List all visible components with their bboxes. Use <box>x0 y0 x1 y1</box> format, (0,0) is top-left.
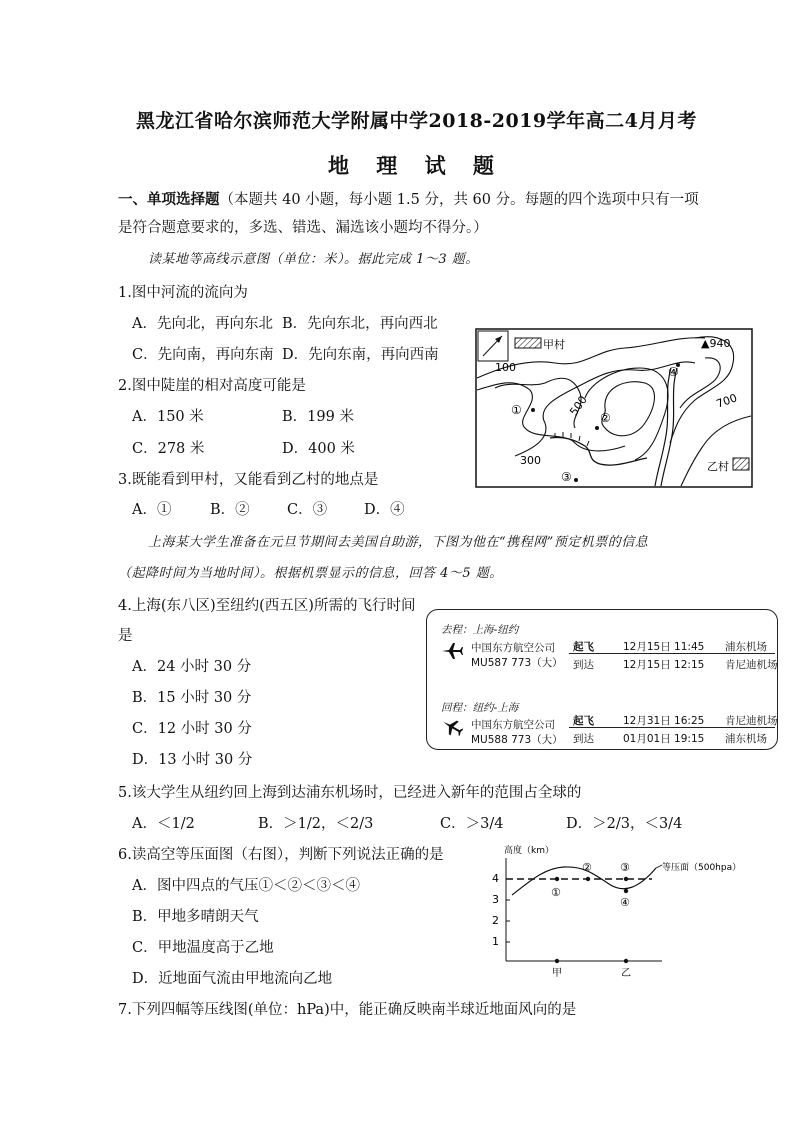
map-point-2: ② <box>600 411 611 425</box>
q6-option-c[interactable]: C．甲地温度高于乙地 <box>132 940 274 956</box>
q6-option-d[interactable]: D．近地面气流由甲地流向乙地 <box>132 971 333 987</box>
return-arr-airport: 浦东机场 <box>725 733 767 745</box>
airplane-icon <box>441 642 463 660</box>
q5-option-d[interactable]: D．＞2/3，＜3/4 <box>566 816 683 832</box>
section-heading: 一、单项选择题 <box>118 191 220 208</box>
section-instructions-line1 <box>118 188 699 209</box>
isobar-label-jia: 甲 <box>552 968 562 979</box>
q1-stem: 1.图中河流的流向为 <box>118 285 248 301</box>
return-airline: 中国东方航空公司 <box>471 719 555 731</box>
isobar-surface-label: 等压面（500hpa） <box>662 863 742 873</box>
q3-option-d[interactable]: D．④ <box>364 502 405 518</box>
q1-option-a[interactable]: A．先向北，再向东北 <box>132 316 273 332</box>
intro-ticket-line1: 上海某大学生准备在元旦节期间去美国自助游，下图为他在“携程网”预定机票的信息 <box>148 535 649 550</box>
q4-option-a[interactable]: A．24 小时 30 分 <box>132 659 252 675</box>
map-point-1: ① <box>511 403 522 417</box>
intro-ticket-line2: （起降时间为当地时间）。根据机票显示的信息，回答 4～5 题。 <box>118 566 503 581</box>
q3-option-b[interactable]: B．② <box>210 502 250 518</box>
exam-title: 黑龙江省哈尔滨师范大学附属中学2018-2019学年高二4月月考 <box>136 110 697 132</box>
return-dep-airport: 肯尼迪机场 <box>725 715 778 727</box>
flight-ticket <box>426 609 778 750</box>
q2-option-d[interactable]: D．400 米 <box>282 441 355 457</box>
q6-option-a[interactable]: A．图中四点的气压①＜②＜③＜④ <box>132 878 360 894</box>
q4-option-b[interactable]: B．15 小时 30 分 <box>132 690 252 706</box>
map-label-100: 100 <box>495 361 516 374</box>
isobar-point-4: ④ <box>620 896 630 909</box>
section-instructions-line2: 是符合题意要求的，多选、错选、漏选该小题均不得分。） <box>118 220 488 236</box>
q5-option-b[interactable]: B．＞1/2，＜2/3 <box>258 816 374 832</box>
isobar-point-1: ① <box>551 886 561 899</box>
outbound-flight: MU587 773（大） <box>471 657 563 669</box>
q5-stem: 5.该大学生从纽约回上海到达浦东机场时，已经进入新年的范围占全球的 <box>118 785 582 801</box>
section-instructions-text: （本题共 40 小题，每小题 1.5 分，共 60 分。每题的四个选项中只有一项 <box>219 192 699 208</box>
q3-option-c[interactable]: C．③ <box>287 502 328 518</box>
village-jia-symbol <box>515 338 541 348</box>
outbound-arr-airport: 肯尼迪机场 <box>725 659 778 671</box>
q4-stem-line2: 是 <box>118 628 133 644</box>
map-label-peak: ▲940 <box>701 337 731 350</box>
isobar-tick-1: 1 <box>492 935 499 948</box>
isobar-point-2: ② <box>582 861 592 874</box>
q7-stem: 7.下列四幅等压线图(单位：hPa)中，能正确反映南半球近地面风向的是 <box>118 1002 577 1018</box>
return-arr-label: 到达 <box>573 733 594 745</box>
outbound-dep-airport: 浦东机场 <box>725 641 767 653</box>
map-label-700: 700 <box>714 391 739 411</box>
isobar-point-3: ③ <box>620 861 630 874</box>
outbound-airline: 中国东方航空公司 <box>471 642 555 654</box>
q1-option-d[interactable]: D．先向东南，再向西南 <box>282 347 439 363</box>
return-divider <box>569 727 775 728</box>
q6-stem: 6.读高空等压面图（右图），判断下列说法正确的是 <box>118 847 444 863</box>
airplane-return-icon <box>441 718 463 736</box>
outbound-arr-time: 12月15日 12:15 <box>623 659 705 671</box>
q5-option-a[interactable]: A．＜1/2 <box>132 816 195 832</box>
outbound-divider <box>569 653 775 654</box>
return-flight: MU588 773（大） <box>471 734 563 746</box>
return-dep-time: 12月31日 16:25 <box>623 715 705 727</box>
map-point-3: ③ <box>561 470 572 484</box>
q1-option-c[interactable]: C．先向南，再向东南 <box>132 347 274 363</box>
q5-option-c[interactable]: C．＞3/4 <box>440 816 504 832</box>
exam-subtitle: 地 理 试 题 <box>328 153 504 178</box>
intro-contour: 读某地等高线示意图（单位：米）。据此完成 1～3 题。 <box>148 252 479 267</box>
contour-map <box>475 328 753 488</box>
isobar-label-yi: 乙 <box>621 968 631 979</box>
return-label: 回程：纽约-上海 <box>441 702 519 714</box>
q2-option-c[interactable]: C．278 米 <box>132 441 205 457</box>
map-label-500: 500 <box>567 393 590 419</box>
map-label-jia: 甲村 <box>543 338 565 351</box>
outbound-dep-label: 起飞 <box>573 641 594 653</box>
map-label-300: 300 <box>520 454 541 467</box>
village-yi-symbol <box>733 458 749 470</box>
isobar-tick-2: 2 <box>492 914 499 927</box>
isobar-y-label: 高度（km） <box>504 846 554 856</box>
q1-option-b[interactable]: B．先向东北，再向西北 <box>282 316 438 332</box>
outbound-dep-time: 12月15日 11:45 <box>623 641 705 653</box>
map-point-4: ④ <box>668 365 679 379</box>
isobar-tick-4: 4 <box>492 872 499 885</box>
q4-option-c[interactable]: C．12 小时 30 分 <box>132 721 252 737</box>
outbound-arr-label: 到达 <box>573 659 594 671</box>
q4-option-d[interactable]: D．13 小时 30 分 <box>132 752 253 768</box>
q3-option-a[interactable]: A．① <box>132 502 172 518</box>
q6-option-b[interactable]: B．甲地多晴朗天气 <box>132 909 259 925</box>
q4-stem-line1: 4.上海(东八区)至纽约(西五区)所需的飞行时间 <box>118 598 416 614</box>
outbound-label: 去程：上海-纽约 <box>441 624 519 636</box>
q2-option-b[interactable]: B．199 米 <box>282 409 354 425</box>
q2-option-a[interactable]: A．150 米 <box>132 409 204 425</box>
return-dep-label: 起飞 <box>573 715 594 727</box>
isobar-diagram <box>484 840 742 980</box>
map-label-yi: 乙村 <box>707 460 729 473</box>
return-arr-time: 01月01日 19:15 <box>623 733 705 745</box>
q2-stem: 2.图中陡崖的相对高度可能是 <box>118 378 306 394</box>
isobar-tick-3: 3 <box>492 893 499 906</box>
q3-stem: 3.既能看到甲村，又能看到乙村的地点是 <box>118 472 379 488</box>
